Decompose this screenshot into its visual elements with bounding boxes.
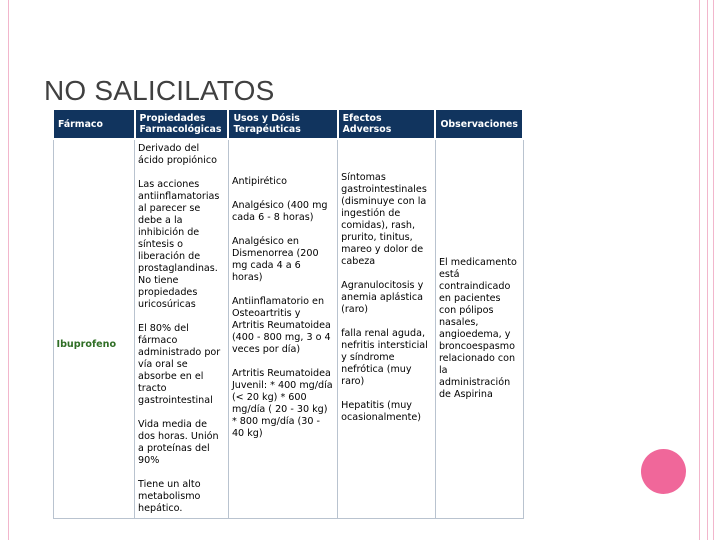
propiedades-item: Vida media de dos horas. Unión a proteínas del 90% — [138, 419, 219, 466]
drug-table-image — [52, 108, 524, 524]
cell-usos — [228, 139, 337, 519]
propiedades-item: Tiene un alto metabolismo hepático. — [138, 479, 201, 514]
decorative-line-right-1 — [699, 0, 700, 540]
propiedades-item: El 80% del fármaco administrado por vía oral se absorbe en el tracto gastrointestinal — [138, 323, 221, 406]
usos-item: Antiinflamatorio en Osteoartritis y Artritis Reumatoidea (400 - 800 mg, 3 o 4 veces por día) — [231, 296, 331, 355]
header-usos: Usos y Dósis Terapéuticas — [228, 109, 337, 139]
decorative-line-left — [8, 0, 9, 540]
cell-efectos — [338, 139, 436, 519]
decorative-pink-circle — [641, 449, 686, 494]
usos-item: Analgésico (400 mg cada 6 - 8 horas) — [231, 200, 328, 223]
decorative-line-right-3 — [713, 0, 714, 540]
efectos-item: Hepatitis (muy ocasionalmente) — [341, 400, 422, 423]
table-header-row — [53, 109, 523, 139]
drug-table — [52, 108, 524, 519]
header-propiedades: Propiedades Farmacológicas — [135, 109, 229, 139]
cell-farmaco: Ibuprofeno — [53, 139, 135, 519]
efectos-item: falla renal aguda, nefritis intersticial y síndrome nefrótica (muy raro) — [341, 328, 428, 387]
table-row — [53, 139, 523, 519]
cell-propiedades — [135, 139, 229, 519]
efectos-item: Agranulocitosis y anemia aplástica (raro) — [341, 280, 424, 315]
cell-observaciones: El medicamento está contraindicado en pacientes con pólipos nasales, angioedema, y broncoespasmo relacionado con la administración de Aspirina — [435, 139, 523, 519]
efectos-item: Síntomas gastrointestinales (disminuye con la ingestión de comidas), rash, prurito, tinitus, mareo y dolor de cabeza — [341, 172, 427, 267]
propiedades-item: Derivado del ácido propiónico — [138, 143, 218, 166]
slide-title: NO SALICILATOS — [44, 75, 275, 106]
decorative-line-right-2 — [707, 0, 708, 540]
propiedades-item: Las acciones antiinflamatorias al parecer se debe a la inhibición de síntesis o liberación de prostaglandinas. No tiene propiedades uricosúricas — [138, 179, 220, 310]
header-observaciones: Observaciones — [435, 109, 523, 139]
header-efectos: Efectos Adversos — [338, 109, 436, 139]
usos-item: Analgésico en Dismenorrea (200 mg cada 4 a 6 horas) — [231, 236, 319, 283]
usos-item: Antipirético — [231, 176, 287, 187]
header-farmaco: Fármaco — [53, 109, 135, 139]
usos-item: Artritis Reumatoidea Juvenil: * 400 mg/día (< 20 kg) * 600 mg/día ( 20 - 30 kg) * 800 mg/día (30 - 40 kg) — [231, 368, 333, 439]
